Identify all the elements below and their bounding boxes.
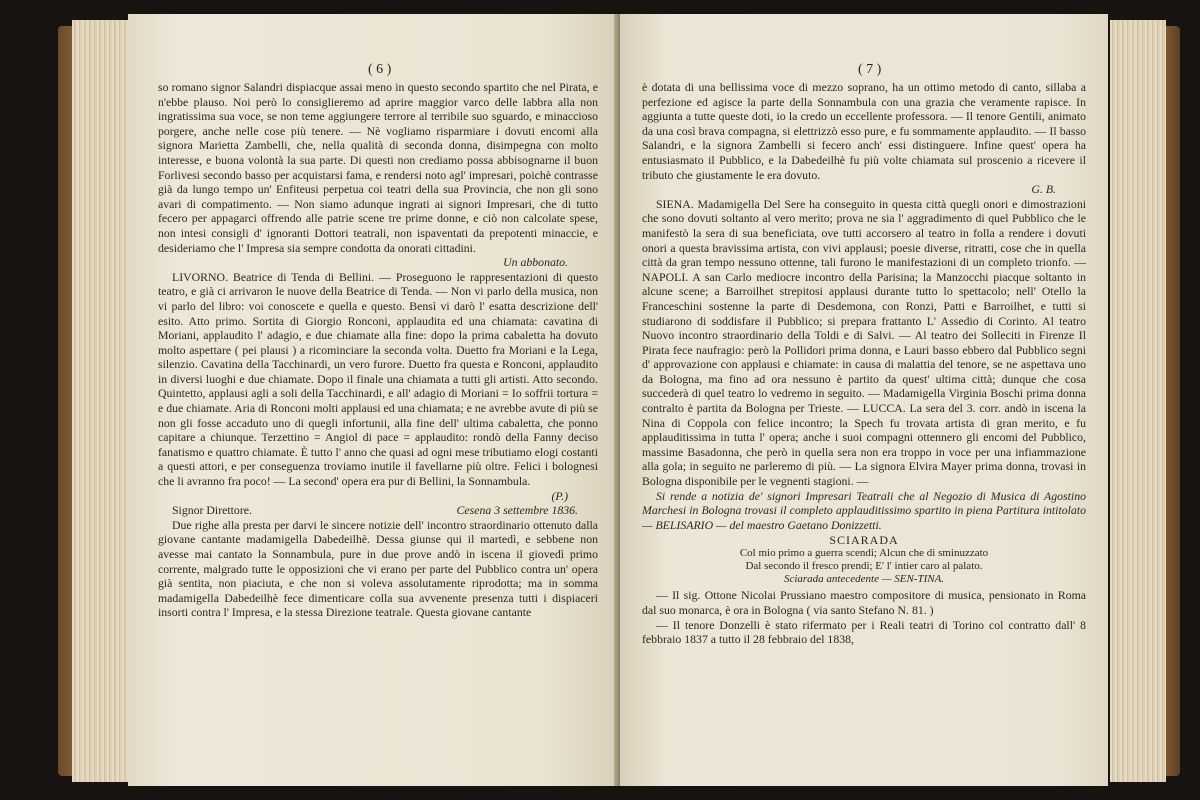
riddle-title: SCIARADA [829, 533, 899, 548]
riddle [642, 534, 1086, 586]
paragraph: — Il tenore Donzelli è stato rifermato per i Reali teatri di Torino col contratto dall' 8 febbraio 1837 a tutto il 28 febbraio del 1838, [642, 617, 1086, 647]
page-number: ( 7 ) [858, 62, 882, 77]
letter-heading [158, 503, 598, 518]
riddle-answer: Sciarada antecedente — SEN-TINA. [783, 573, 945, 586]
page-text [158, 80, 598, 620]
paragraph: so romano signor Salandri dispiacque assai meno in questo secondo spartito che nel Pirata, e n'ebbe plauso. Noi però lo consiglieremo ad aprire maggior varco delle labbra alla non ingratissima sua voce, se non teme aggiungere terrore al terribile suo sguardo, e minaccioso porgere, anche nelle cose più tenere. — Nè vogliamo risparmiare i dovuti encomi alla signora Marietta Zambelli, che, nella qualità di seconda donna, disimpegna con molto interesse, e buona volontà la sua parte. Di questi non crediamo possa abbisognarne il buon Forlivesi secondo basso per acquistarsi fama, e rendersi noto agl' impresari, poichè contrasse già da lungo tempo un' Enfiteusi perpetua coi teatri della sua Provincia, che non gli sono avari di compatimento. — Non siamo adunque ingrati ai signori Impresari, che di tutto fecero per appagarci offrendo alle patrie scene tre prime donne, e ciò non calcolate spese, non intesi consigli d' ignoranti Dottori teatrali, non ispaventati da prepotenti minaccie, e desideriamo che l' Impresa sia sempre condotta da onorati cittadini. [158, 80, 598, 255]
letter-date: Cesena 3 settembre 1836. [456, 503, 578, 518]
page-number: ( 6 ) [368, 62, 392, 77]
paragraph: LIVORNO. Beatrice di Tenda di Bellini. — Proseguono le rappresentazioni di questo teatro, e già ci arrivaron le nuove della Beatrice di Tenda. — Non vi parlo della musica, non vi parlo del libro: voi conoscete e quella e questo. Bensì vi darò l' esatta descrizione dell' esito. Atto primo. Sortita di Giorgio Ronconi, applaudita ed una chiamata: cavatina di Moriani, applaudito l' adagio, e due chiamate alla fine: dopo la prima cabaletta ha dovuto molto aspettare ( pei plausi ) a ricominciare la seconda volta. Duetto fra Moriani e la Lega, silenzio. Cavatina della Tacchinardi, un vero furore. Duetto fra questa e Ronconi, applaudito in diversi luoghi e due chiamate. Dopo il finale una chiamata a tutti gli artisti. Atto secondo. Quintetto, applausi agli a soli della Tacchinardi, e all' adagio di Moriani = Io soffrii tortura = e due chiamate. Aria di Ronconi molti applausi ed una chiamata; e ne avrebbe avute di più se non gli fosse accaduto uno di quegli infortunii, alla fine dell' ultima cabaletta, che ponno capitare a chiunque. Terzettino = Angiol di pace = applaudito: rondò della Fanny deciso fanatismo e quattro chiamate. È tutto l' anno che quasi ad ogni mese tributiamo elogi costanti a questi attori, e per conseguenza troviamo inutile il favellarne più oltre. Felici i bolognesi che li avranno fra poco! — La second' opera era pur di Bellini, la Sonnambula. [158, 269, 598, 489]
paragraph: — Il sig. Ottone Nicolai Prussiano maestro compositore di musica, pensionato in Roma dal suo monarca, è ora in Bologna ( via santo Stefano N. 81. ) [642, 588, 1086, 617]
page-text [642, 80, 1086, 647]
right-page [620, 14, 1108, 786]
page-edges-right [1110, 20, 1166, 782]
open-book [58, 14, 1180, 786]
paragraph: Due righe alla presta per darvi le sincere notizie dell' incontro straordinario ottenuto dalla giovane cantante madamigella Dabedeilhè. Dessa giunse qui il martedì, e sebbene non avesse mai cantato la Sonnambula, pure in due prove andò in iscena il giovedì primo corrente, malgrado tutte le opposizioni che vi erano per parte del Pubblico contra un' opera già sentita, non piaciuta, e che non si voleva assolutamente riprodotta; ma in somma madamigella Dabedeilhè fece dimenticare colla sua avvenente presenza tutti i dispiaceri insorti contra l' Impresa, e la stessa Direzione teatrale. Questa giovane cantante [158, 517, 598, 620]
signature: Un abbonato. [503, 255, 568, 270]
signature: G. B. [1031, 182, 1056, 197]
left-page [128, 14, 618, 786]
signature: (P.) [551, 488, 568, 503]
paragraph: SIENA. Madamigella Del Sere ha conseguito in questa città quegli onori e dimostrazioni che sono dovuti soltanto al vero merito; prova ne sia l' aggradimento di quel Pubblico che le manifestò la sera di sua beneficiata, ove tutti accorsero al teatro in folla a rendere i dovuti onori a questa bravissima artista, con vivi applausi; poesie diverse, ritratti, cose che in quella città da gran tempo nessuno ottenne, tali furono le manifestazioni di un completo trionfo. — NAPOLI. A san Carlo mediocre incontro della Parisina; la Manzocchi piacque soltanto in alcune scene; a Barroilhet strepitosi applausi durante tutto lo spettacolo; nell' Otello la Franceschini sostenne la parte di Desdemona, con Ronzi, Patti e Barroilhet, e tutti si studiarono di soddisfare il Pubblico; si prepara frattanto L' Assedio di Corinto. Al teatro Nuovo incontro straordinario della Toldi e di Salvi. — Al teatro dei Solleciti in Firenze Il Pirata fece naufragio: però la Pollidori prima donna, e Lauri basso ebbero dal Pubblico segni d' approvazione con applausi e chiamate: in causa di malattia del tenore, se ne aspettava uno da Bologna, ma fino ad ora nessuno è partito da quest' ultima città; dunque che cosa succederà di quel teatro lo vedremo in seguito. — Madamigella Virginia Boschi prima donna contralto è partita da Bologna per Trieste. — LUCCA. La sera del 3. corr. andò in iscena la Nina di Coppola con felice incontro; la Spech fu trovata artista di gran merito, e fu applauditissima in tutta l' opera; anche i suoi compagni ottennero gli encomi del Pubblico, massime Basadonna, che però in quella sera non era troppo in voce per una infiammazione alla gola; in seguito ne parleremo di più. — La signora Elvira Mayer prima donna, trovasi in Bologna disponibile per le vegnenti stagioni. — [642, 196, 1086, 489]
riddle-line: Col mio primo a guerra scendi; Alcun che di sminuzzato [739, 547, 989, 560]
paragraph: Si rende a notizia de' signori Impresari Teatrali che al Negozio di Musica di Agostino Marchesi in Bologna trovasi il completo applauditissimo spartito in piena Partitura intitolato — BELISARIO — del maestro Gaetano Donizzetti. [642, 488, 1086, 532]
paragraph: è dotata di una bellissima voce di mezzo soprano, ha un ottimo metodo di canto, sillaba a perfezione ed agisce la parte della Sonnambula con una grazia che veramente rapisce. In aggiunta a tutte queste doti, io la credo un eccellente professora. — Il tenore Gentili, animato da una così brava compagna, si elettrizzò esso pure, e fu sommamente applaudito. — Il basso Salandri, e la signora Zambelli si fecero anch' essi distinguere. Infine quest' opera ha entusiasmato il Pubblico, e la Dabedeilhè fu più volte chiamata sul proscenio a ricevere il tributo che giustamente le era dovuto. [642, 80, 1086, 182]
riddle-line: Dal secondo il fresco prendi; E' l' intier caro al palato. [745, 560, 983, 573]
letter-salutation: Signor Direttore. [172, 503, 252, 518]
page-edges-left [72, 20, 128, 782]
